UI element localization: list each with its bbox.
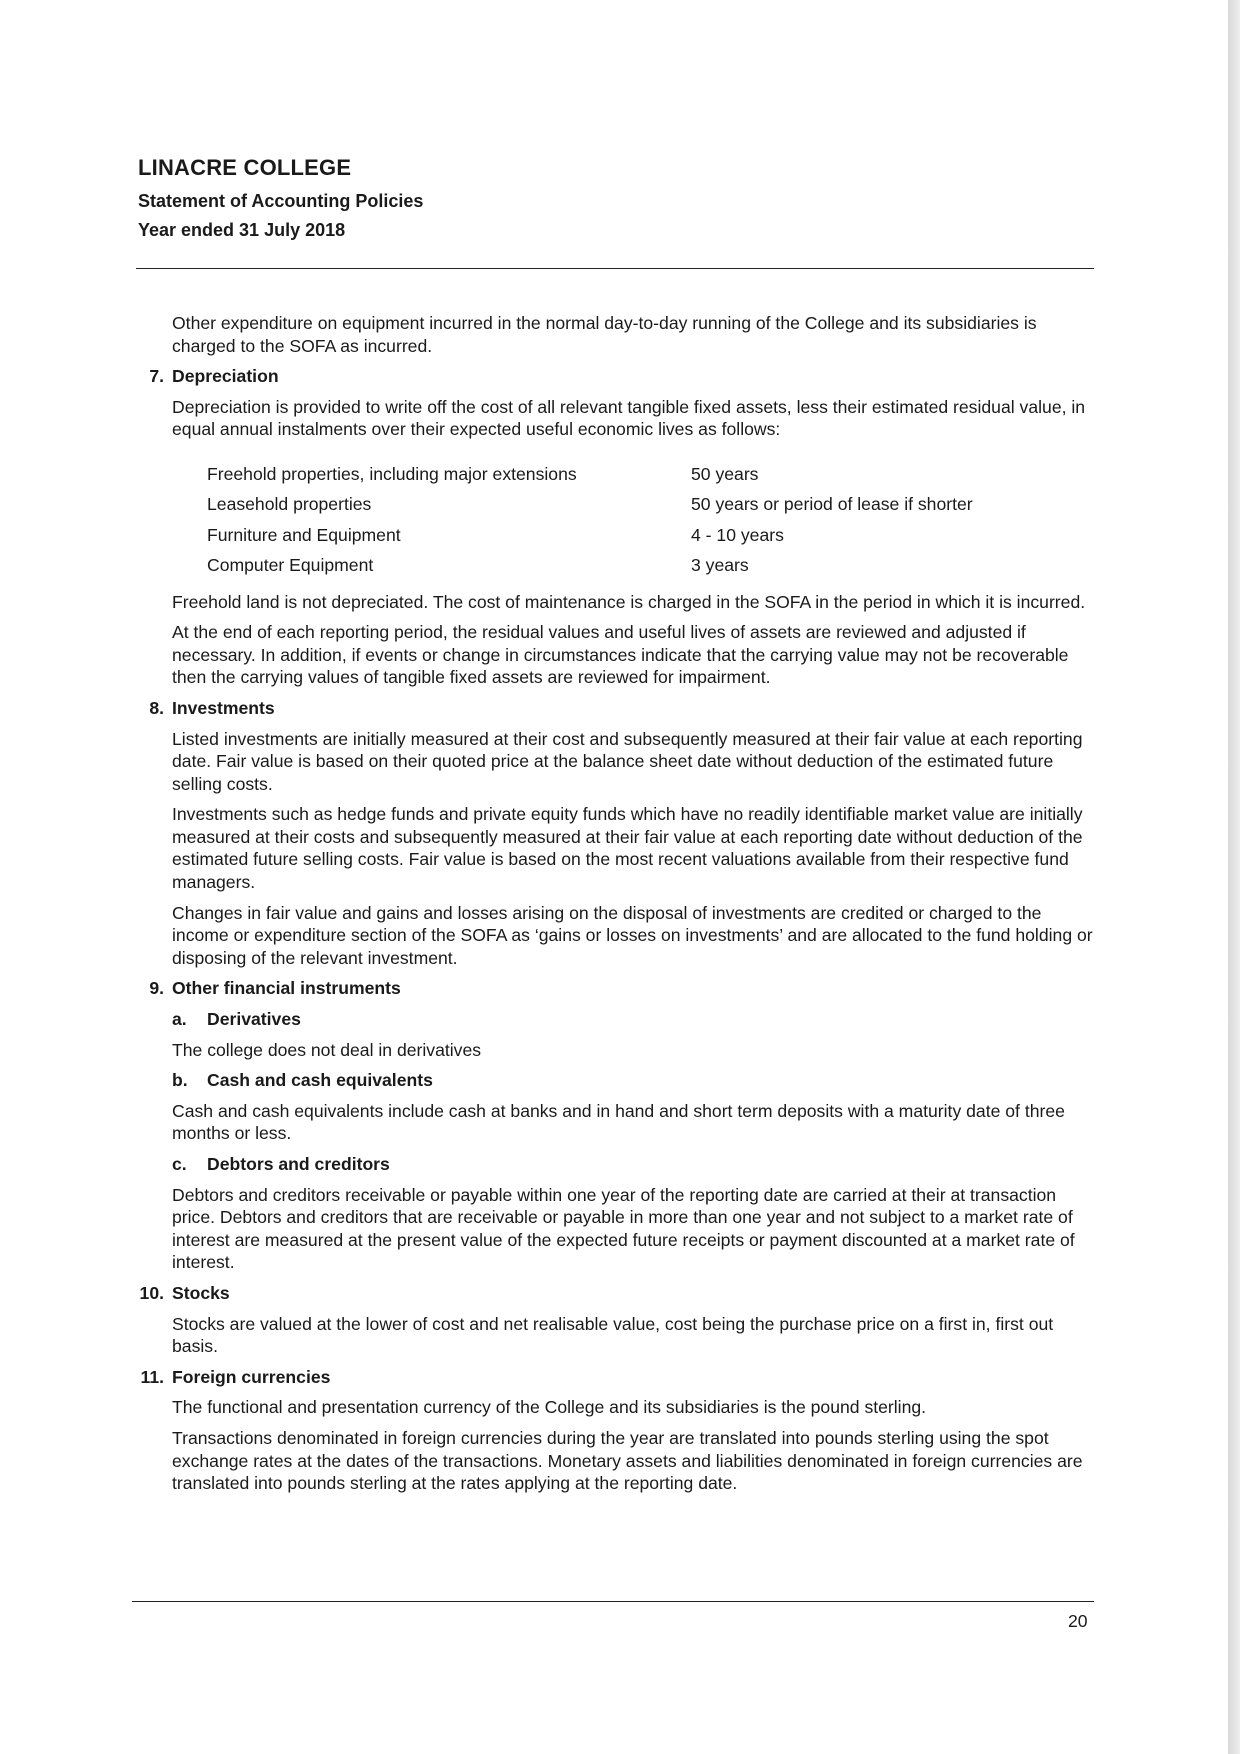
section-number: 11.: [140, 1366, 164, 1387]
section-number: 9.: [149, 978, 164, 999]
section-title: Depreciation: [172, 366, 279, 387]
section-title: Stocks: [172, 1282, 230, 1303]
document-header: [138, 155, 423, 241]
useful-life: 50 years or period of lease if shorter: [691, 494, 973, 515]
page-number: 20: [1068, 1611, 1088, 1631]
subsection-heading-debtors: [172, 1153, 1100, 1176]
paragraph: At the end of each reporting period, the residual values and useful lives of assets are reviewed and adjusted if necessary. In addition, if events or change in circumstances indicate that the carrying value may not be recoverable then the carrying values of tangible fixed assets are reviewed for impairment.: [172, 622, 1069, 688]
useful-life: 50 years: [691, 463, 759, 484]
document-body: [120, 312, 1100, 1503]
section-heading-financial-instruments: [149, 977, 1100, 1000]
reporting-period: Year ended 31 July 2018: [138, 220, 346, 240]
paragraph: Debtors and creditors receivable or payable within one year of the reporting date are carried at their at transaction price. Debtors and creditors that are receivable or payable in more than one year and not subject to a market rate of interest are measured at the present value of the expected future receipts or payment discounted at a market rate of interest.: [172, 1184, 1075, 1273]
paragraph: Stocks are valued at the lower of cost and net realisable value, cost being the purchase price on a first in, first out basis.: [172, 1313, 1054, 1357]
page-edge-shadow: [1228, 0, 1240, 1754]
header-divider: [136, 268, 1094, 269]
paragraph: Transactions denominated in foreign currencies during the year are translated into pounds sterling using the spot exchange rates at the dates of the transactions. Monetary assets and liabilities denominated in foreign currencies are translated into pounds sterling at the rates applying at the reporting date.: [172, 1427, 1083, 1494]
footer-divider: [132, 1601, 1094, 1602]
subsection-title: Cash and cash equivalents: [207, 1070, 433, 1091]
section-number: 8.: [149, 697, 164, 718]
useful-life: 4 - 10 years: [691, 524, 784, 545]
subsection-letter: b.: [172, 1070, 188, 1091]
subsection-title: Debtors and creditors: [207, 1154, 390, 1174]
org-name: LINACRE COLLEGE: [138, 155, 352, 180]
paragraph: Investments such as hedge funds and private equity funds which have no readily identifiable market value are initially measured at their costs and subsequently measured at their fair value at each reporting date without deduction of the estimated future selling costs. Fair value is based on the most recent valuations available from their respective fund managers.: [172, 804, 1083, 893]
subsection-heading-cash: [172, 1069, 1100, 1092]
section-title: Investments: [172, 697, 275, 718]
depreciation-intro: Depreciation is provided to write off the cost of all relevant tangible fixed assets, less their estimated residual value, in equal annual instalments over their expected useful economic lives as follows:: [172, 396, 1086, 440]
asset-class: Freehold properties, including major extensions: [207, 463, 577, 484]
section-title: Other financial instruments: [172, 978, 401, 999]
subsection-title: Derivatives: [207, 1009, 301, 1030]
section-title: Foreign currencies: [172, 1366, 331, 1387]
section-number: 10.: [139, 1282, 164, 1303]
section-number: 7.: [149, 366, 164, 387]
useful-life: 3 years: [691, 555, 749, 576]
subsection-heading-derivatives: [172, 1008, 1100, 1031]
section-heading-foreign-currencies: [140, 1366, 1100, 1389]
useful-lives-table: [207, 463, 973, 585]
section-heading-depreciation: [149, 365, 1100, 388]
subsection-letter: a.: [172, 1009, 187, 1030]
paragraph: Listed investments are initially measured at their cost and subsequently measured at their fair value at each reporting date. Fair value is based on their quoted price at the balance sheet date without deduction of the estimated future selling costs.: [172, 728, 1083, 794]
asset-class: Furniture and Equipment: [207, 524, 401, 545]
paragraph: Changes in fair value and gains and losses arising on the disposal of investments are credited or charged to the income or expenditure section of the SOFA as ‘gains or losses on investments’ and are allocated to the fund holding or disposing of the relevant investment.: [172, 902, 1093, 968]
table-row: [207, 554, 973, 584]
asset-class: Leasehold properties: [207, 494, 372, 515]
paragraph: Cash and cash equivalents include cash at banks and in hand and short term deposits with a maturity date of three months or less.: [172, 1100, 1065, 1144]
table-row: [207, 493, 973, 523]
document-subtitle: Statement of Accounting Policies: [138, 191, 424, 211]
section-heading-investments: [149, 697, 1100, 720]
asset-class: Computer Equipment: [207, 555, 374, 576]
section-heading-stocks: [139, 1282, 1100, 1305]
paragraph: The college does not deal in derivatives: [172, 1039, 482, 1060]
subsection-letter: c.: [172, 1154, 187, 1174]
intro-paragraph: Other expenditure on equipment incurred in the normal day-to-day running of the College and its subsidiaries is charged to the SOFA as incurred.: [172, 313, 1037, 356]
paragraph: Freehold land is not depreciated. The cost of maintenance is charged in the SOFA in the period in which it is incurred.: [172, 591, 1086, 612]
table-row: [207, 524, 973, 554]
paragraph: The functional and presentation currency of the College and its subsidiaries is the pound sterling.: [172, 1397, 927, 1418]
table-row: [207, 463, 973, 493]
